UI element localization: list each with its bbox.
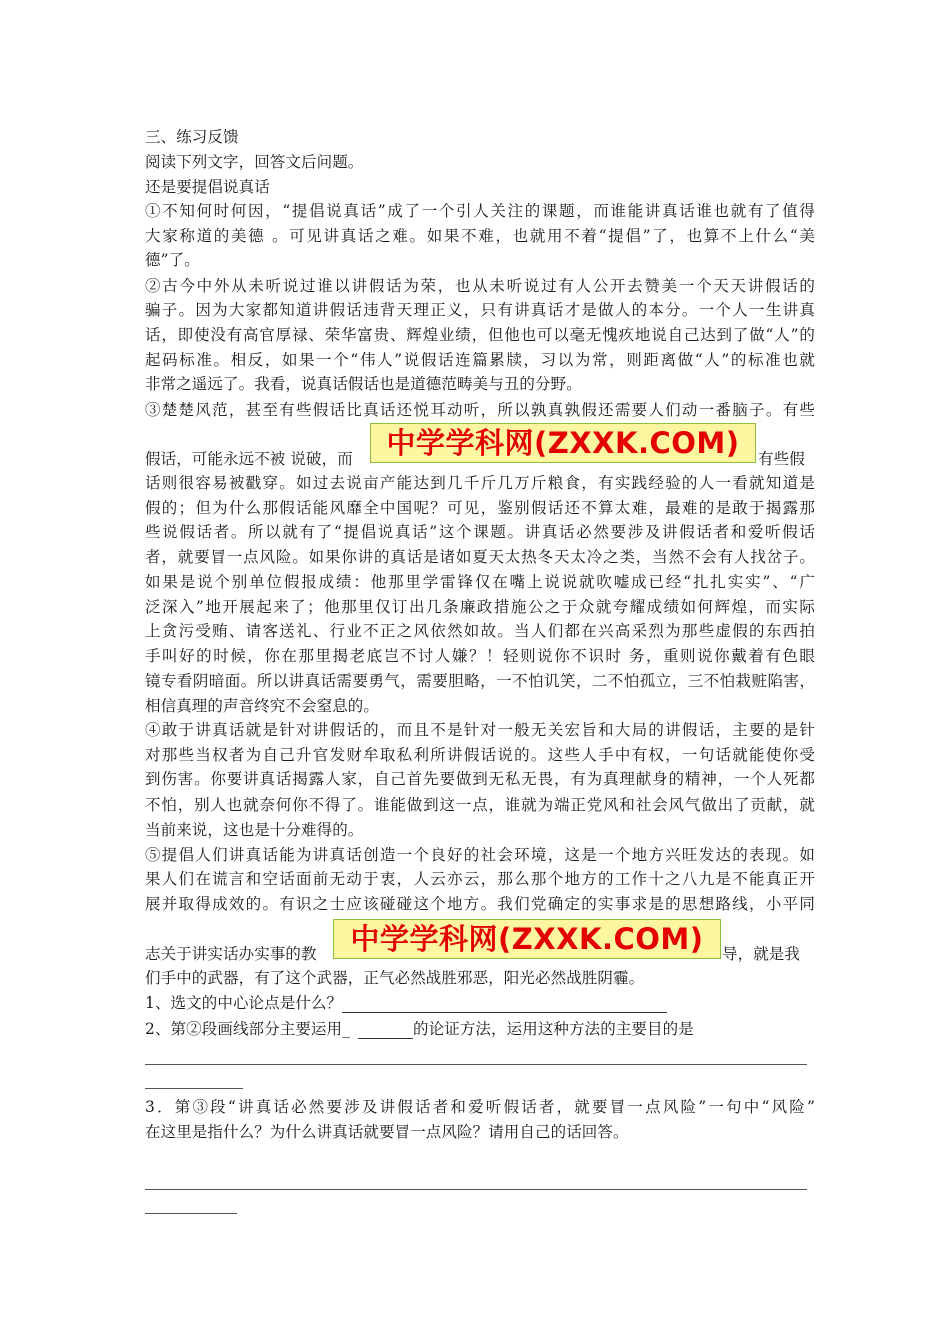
paragraph-line: 上贪污受贿、请客送礼、行业不正之风依然如故。当人们都在兴高采烈为那些虚假的东西拍: [145, 622, 815, 640]
paragraph-line: ⑤提倡人们讲真话能为讲真话创造一个良好的社会环境，这是一个地方兴旺发达的表现。如: [145, 846, 815, 864]
watermark-logo: 中学学科网(ZXXK.COM): [333, 919, 721, 959]
paragraph-line: 不怕，别人也就奈何你不得了。谁能做到这一点，谁就为端正党风和社会风气做出了贡献，就: [145, 796, 815, 814]
question-2-text: 2、第②段画线部分主要运用_: [145, 1020, 351, 1038]
paragraph-line: 相信真理的声音终究不会窒息的。: [145, 697, 380, 715]
paragraph-line: 到伤害。你要讲真话揭露人家，自己首先要做到无私无畏，有为真理献身的精神，一个人死都: [145, 770, 815, 788]
question-1-text: 1、选文的中心论点是什么？: [145, 994, 343, 1012]
paragraph-line-right: 有些假: [758, 450, 805, 468]
paragraph-line: 们手中的武器，有了这个武器，正气必然战胜邪恶，阳光必然战胜阴霾。: [145, 969, 645, 987]
paragraph-line: ②古今中外从未听说过谁以讲假话为荣，也从未听说过有人公开去赞美一个天天讲假话的: [145, 277, 815, 295]
paragraph-line: ③楚楚风范，甚至有些假话比真话还悦耳动听，所以孰真孰假还需要人们动一番脑子。有些: [145, 401, 815, 419]
question-3-line: 3．第③段“讲真话必然要涉及讲假话者和爱听假话者，就要冒一点风险”一句中“风险”: [145, 1098, 815, 1116]
answer-line[interactable]: [145, 1213, 237, 1214]
paragraph-line: 展并取得成效的。有识之士应该碰碰这个地方。我们党确定的实事求是的思想路线，小平同: [145, 895, 815, 913]
paragraph-line: ④敢于讲真话就是针对讲假话的，而且不是针对一般无关宏旨和大局的讲假话，主要的是针: [145, 721, 815, 739]
question-1: [145, 993, 815, 1013]
paragraph-line: 话，即使没有高官厚禄、荣华富贵、辉煌业绩，但他也可以毫无愧疚地说自己达到了做“人”的: [145, 326, 815, 344]
paragraph-line-left: 假话，可能永远不被 说破，而: [145, 450, 353, 468]
paragraph-line: 手叫好的时候，你在那里揭老底岂不讨人嫌？！轻则说你不识时 务，重则说你戴着有色眼: [145, 647, 815, 665]
paragraph-line: 德”了。: [145, 251, 200, 269]
answer-line[interactable]: [145, 1088, 243, 1089]
paragraph-line: 非常之遥远了。我看，说真话假话也是道德范畴美与丑的分野。: [145, 375, 582, 393]
question-2-answer-blank[interactable]: [358, 1024, 413, 1039]
paragraph-line: ①不知何时何因，“提倡说真话”成了一个引人关注的课题，而谁能讲真话谁也就有了值得: [145, 202, 815, 220]
answer-line[interactable]: [145, 1064, 807, 1065]
paragraph-line: 假的；但为什么那假话能风靡全中国呢？可见，鉴别假话还不算太难，最难的是敢于揭露那: [145, 499, 815, 517]
paragraph-line: 者，就要冒一点风险。如果你讲的真话是诸如夏天太热冬天太冷之类，当然不会有人找岔子。: [145, 548, 815, 566]
paragraph-line: 话则很容易被戳穿。如过去说亩产能达到几千斤几万斤粮食，有实践经验的人一看就知道是: [145, 474, 815, 492]
paragraph-line: 对那些当权者为自己升官发财牟取私利所讲假话说的。这些人手中有权，一句话就能使你受: [145, 746, 815, 764]
question-2: [145, 1019, 815, 1039]
paragraph-line-left: 志关于讲实话办实事的教: [145, 945, 317, 963]
paragraph-line: 镜专看阴暗面。所以讲真话需要勇气，需要胆略，一不怕讥笑，二不怕孤立，三不怕栽赃陷害，: [145, 672, 815, 690]
paragraph-line: 如果是说个别单位假报成绩：他那里学雷锋仅在嘴上说说就吹嘘成已经“扎扎实实”、“广: [145, 573, 815, 591]
question-1-answer-blank[interactable]: [342, 998, 667, 1013]
paragraph-line: 大家称道的美德 。可见讲真话之难。如果不难，也就用不着“提倡”了，也算不上什么“美: [145, 227, 815, 245]
question-3-line: 在这里是指什么？为什么讲真话就要冒一点风险？请用自己的话回答。: [145, 1123, 629, 1141]
paragraph-line: 果人们在谎言和空话面前无动于衷，人云亦云，那么那个地方的工作十之八九是不能真正开: [145, 870, 815, 888]
watermark-logo: 中学学科网(ZXXK.COM): [370, 423, 756, 463]
paragraph-line: 起码标准。相反，如果一个“伟人”说假话连篇累牍，习以为常，则距离做“人”的标准也就: [145, 351, 815, 369]
section-title: 三、练习反馈: [145, 128, 239, 146]
question-2-text-b: 的论证方法，运用这种方法的主要目的是: [413, 1020, 694, 1038]
answer-line[interactable]: [145, 1189, 807, 1190]
paragraph-line: 些说假话者。所以就有了“提倡说真话”这个课题。讲真话必然要涉及讲假话者和爱听假话: [145, 523, 815, 541]
paragraph-line-right: 导，就是我: [722, 945, 801, 963]
paragraph-line: 泛深入”地开展起来了；他那里仅订出几条廉政措施公之于众就夸耀成绩如何辉煌，而实际: [145, 598, 815, 616]
paragraph-line: 骗子。因为大家都知道讲假话违背天理正义，只有讲真话才是做人的本分。一个人一生讲真: [145, 301, 815, 319]
paragraph-line: 当前来说，这也是十分难得的。: [145, 821, 364, 839]
article-title: 还是要提倡说真话: [145, 178, 270, 196]
reading-instruction: 阅读下列文字，回答文后问题。: [145, 153, 364, 171]
